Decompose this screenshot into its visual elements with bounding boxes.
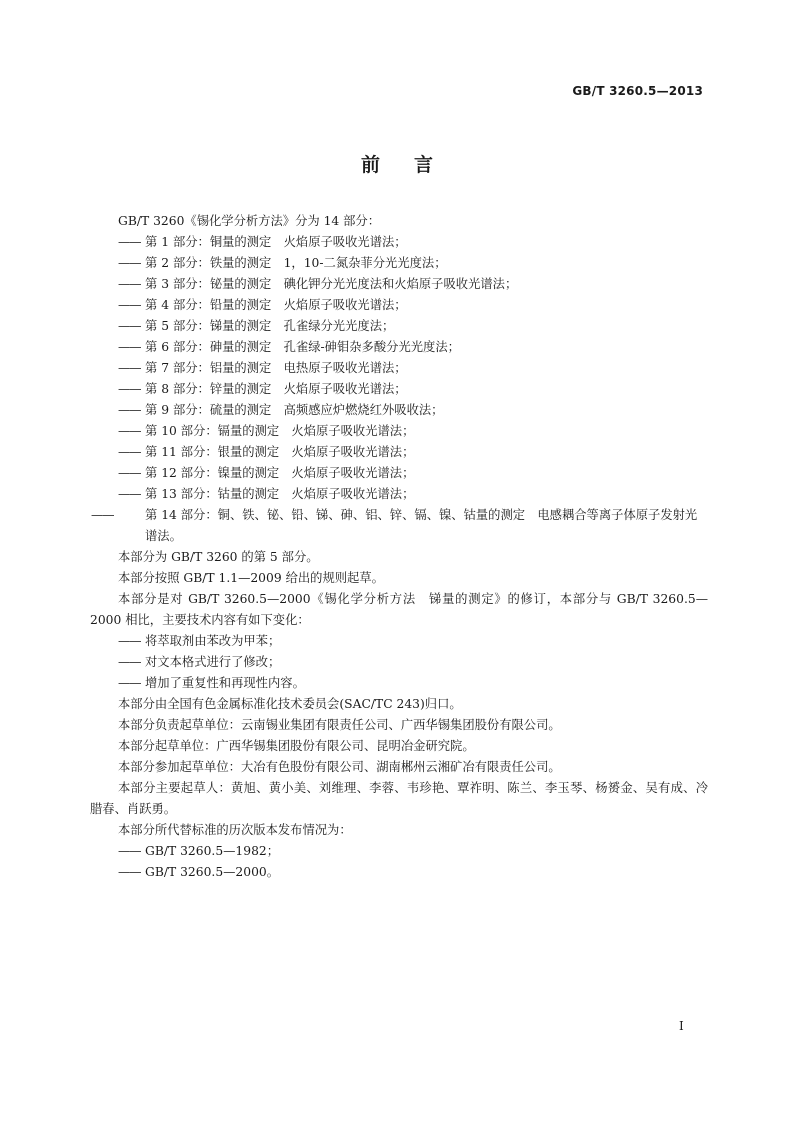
change-text: 对文本格式进行了修改； bbox=[145, 655, 281, 669]
dash-mark: —— bbox=[118, 277, 141, 291]
dash-mark: —— bbox=[118, 865, 141, 879]
page-number: I bbox=[679, 1019, 684, 1033]
list-item bbox=[90, 232, 708, 253]
dash-mark: —— bbox=[118, 361, 141, 375]
dash-mark: —— bbox=[91, 508, 114, 522]
drafting-units-paragraph: 本部分起草单位：广西华锡集团股份有限公司、昆明冶金研究院。 bbox=[118, 739, 475, 753]
dash-mark: —— bbox=[118, 382, 141, 396]
drafters-paragraph: 本部分主要起草人：黄旭、黄小美、刘维理、李蓉、韦珍艳、覃祚明、陈兰、李玉琴、杨赟金、吴有成、冷腊春、肖跃勇。 bbox=[90, 781, 708, 816]
history-text: GB/T 3260.5—2000。 bbox=[145, 865, 280, 879]
part-text: 第 5 部分：锑量的测定 孔雀绿分光光度法； bbox=[145, 319, 395, 333]
list-item bbox=[90, 421, 708, 442]
change-text: 增加了重复性和再现性内容。 bbox=[145, 676, 305, 690]
history-list bbox=[90, 841, 708, 883]
dash-mark: —— bbox=[118, 487, 141, 501]
list-item bbox=[90, 295, 708, 316]
part-text: 第 3 部分：铋量的测定 碘化钾分光光度法和火焰原子吸收光谱法； bbox=[145, 277, 518, 291]
dash-mark: —— bbox=[118, 655, 141, 669]
list-item bbox=[90, 316, 708, 337]
list-item bbox=[90, 631, 708, 652]
intro-paragraph: GB/T 3260《锡化学分析方法》分为 14 部分： bbox=[118, 214, 381, 228]
part-text: 第 10 部分：镉量的测定 火焰原子吸收光谱法； bbox=[145, 424, 415, 438]
dash-mark: —— bbox=[118, 298, 141, 312]
responsible-units-paragraph: 本部分负责起草单位：云南锡业集团有限责任公司、广西华锡集团股份有限公司。 bbox=[118, 718, 561, 732]
changes-list bbox=[90, 631, 708, 694]
dash-mark: —— bbox=[118, 844, 141, 858]
list-item bbox=[90, 463, 708, 484]
committee-paragraph: 本部分由全国有色金属标准化技术委员会(SAC/TC 243)归口。 bbox=[118, 697, 462, 711]
list-item bbox=[90, 862, 708, 883]
dash-mark: —— bbox=[118, 466, 141, 480]
page-title: 前言 bbox=[360, 154, 467, 176]
list-item bbox=[90, 484, 708, 505]
dash-mark: —— bbox=[118, 256, 141, 270]
list-item bbox=[90, 841, 708, 862]
change-text: 将萃取剂由苯改为甲苯； bbox=[145, 634, 281, 648]
history-text: GB/T 3260.5—1982； bbox=[145, 844, 280, 858]
list-item bbox=[90, 442, 708, 463]
dash-mark: —— bbox=[118, 235, 141, 249]
dash-mark: —— bbox=[118, 676, 141, 690]
list-item bbox=[90, 652, 708, 673]
part-text: 第 4 部分：铅量的测定 火焰原子吸收光谱法； bbox=[145, 298, 407, 312]
history-paragraph: 本部分所代替标准的历次版本发布情况为： bbox=[118, 823, 352, 837]
part-text: 第 2 部分：铁量的测定 1，10-二氮杂菲分光光度法； bbox=[145, 256, 447, 270]
part-text: 第 14 部分：铜、铁、铋、铅、锑、砷、铝、锌、镉、镍、钴量的测定 电感耦合等离子体原子发射光谱法。 bbox=[145, 508, 698, 543]
part-text: 第 11 部分：银量的测定 火焰原子吸收光谱法； bbox=[145, 445, 415, 459]
list-item bbox=[90, 400, 708, 421]
list-item bbox=[90, 358, 708, 379]
dash-mark: —— bbox=[118, 403, 141, 417]
part-of-paragraph: 本部分为 GB/T 3260 的第 5 部分。 bbox=[118, 550, 319, 564]
list-item bbox=[90, 337, 708, 358]
dash-mark: —— bbox=[118, 319, 141, 333]
drafting-rules-paragraph: 本部分按照 GB/T 1.1—2009 给出的规则起草。 bbox=[118, 571, 384, 585]
part-text: 第 9 部分：硫量的测定 高频感应炉燃烧红外吸收法； bbox=[145, 403, 444, 417]
dash-mark: —— bbox=[118, 634, 141, 648]
dash-mark: —— bbox=[118, 424, 141, 438]
part-text: 第 8 部分：锌量的测定 火焰原子吸收光谱法； bbox=[145, 382, 407, 396]
revision-paragraph: 本部分是对 GB/T 3260.5—2000《锡化学分析方法 锑量的测定》的修订，本部分与 GB/T 3260.5—2000 相比，主要技术内容有如下变化： bbox=[90, 592, 708, 627]
list-item bbox=[90, 253, 708, 274]
list-item bbox=[90, 274, 708, 295]
list-item bbox=[90, 379, 708, 400]
list-item bbox=[90, 673, 708, 694]
dash-mark: —— bbox=[118, 340, 141, 354]
foreword-body bbox=[90, 211, 708, 883]
part-text: 第 1 部分：铜量的测定 火焰原子吸收光谱法； bbox=[145, 235, 407, 249]
part-text: 第 6 部分：砷量的测定 孔雀绿-砷钼杂多酸分光光度法； bbox=[145, 340, 460, 354]
parts-list bbox=[90, 232, 708, 547]
standard-number: GB/T 3260.5—2013 bbox=[572, 84, 703, 98]
participating-units-paragraph: 本部分参加起草单位：大冶有色股份有限公司、湖南郴州云湘矿冶有限责任公司。 bbox=[118, 760, 561, 774]
dash-mark: —— bbox=[118, 445, 141, 459]
part-text: 第 13 部分：钴量的测定 火焰原子吸收光谱法； bbox=[145, 487, 415, 501]
list-item bbox=[90, 505, 708, 547]
part-text: 第 12 部分：镍量的测定 火焰原子吸收光谱法； bbox=[145, 466, 415, 480]
part-text: 第 7 部分：铝量的测定 电热原子吸收光谱法； bbox=[145, 361, 407, 375]
